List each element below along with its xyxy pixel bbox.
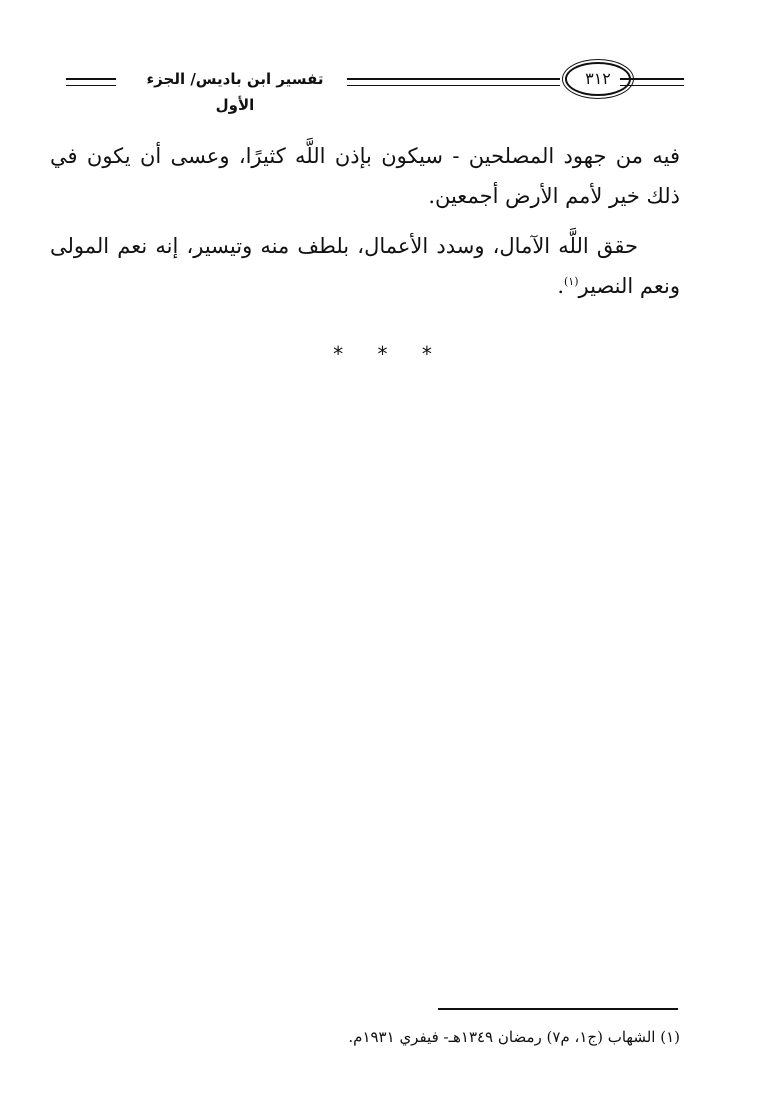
- footnote: (١) الشهاب (ج١، م٧) رمضان ١٣٤٩هـ- فيفري ١٩٣١م.: [348, 1028, 680, 1046]
- running-title: تفسير ابن باديس/ الجزء الأول: [146, 70, 324, 114]
- page-number: ٣١٢: [565, 62, 631, 96]
- paragraph-1: فيه من جهود المصلحين - سيكون بإذن اللَّه كثيرًا، وعسى أن يكون في ذلك خير لأمم الأرض أجمعين.: [50, 144, 680, 208]
- paragraph-2-text: حقق اللَّه الآمال، وسدد الأعمال، بلطف منه وتيسير، إنه نعم المولى ونعم النصير: [50, 234, 680, 298]
- section-separator: * * *: [333, 342, 446, 366]
- header-rule-right: [620, 78, 684, 86]
- footnote-reference: (١): [564, 275, 579, 288]
- paragraph-2-end: .: [557, 274, 564, 298]
- header-rule-middle: [347, 78, 560, 86]
- footnote-rule: [438, 1008, 678, 1010]
- main-text: [50, 136, 680, 316]
- header-rule-left: [66, 78, 116, 86]
- page-header: [60, 58, 686, 114]
- paragraph-2: [50, 226, 680, 306]
